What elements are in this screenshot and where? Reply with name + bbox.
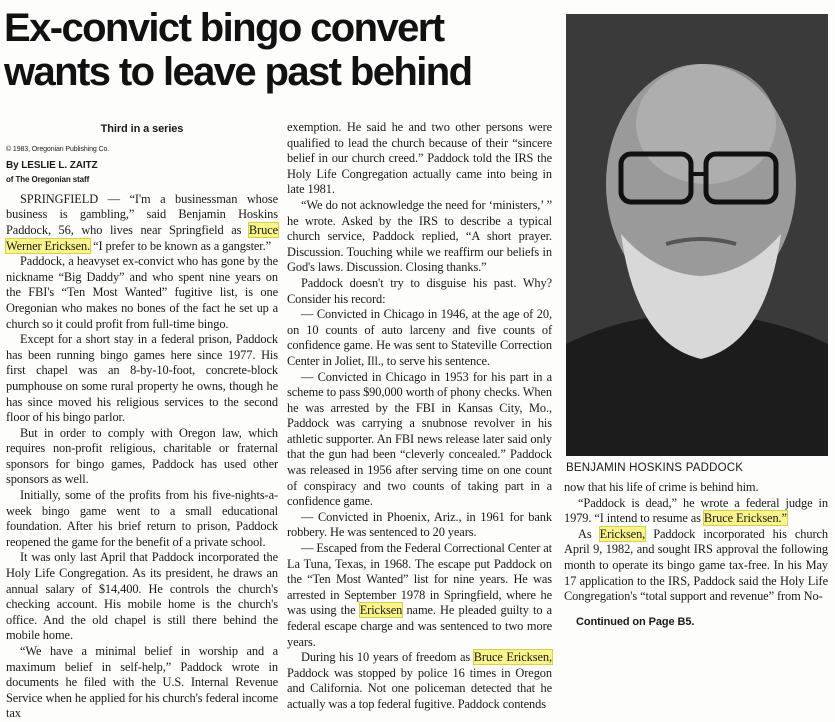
article-paragraph xyxy=(287,120,552,198)
paragraph-text: It was only last April that Paddock incorporated the Holy Life Congregation. As its president, he draws an annual salary of $14,400. He controls the church's checking account. His mobile home is the church's office. And the old chapel is still there behind the mobile home. xyxy=(6,550,278,643)
article-paragraph xyxy=(6,550,278,644)
paragraph-text: — Convicted in Chicago in 1953 for his part in a scheme to pass $90,000 worth of phony checks. When he was arrested by the FBI in Kansas City, Mo., Paddock was carrying a snubnose revolver in his athletic supporter. An FBI news release later said only that the gun had been “cleverly concealed.” Paddock was released in 1956 after serving time on one count of conspiracy and two counts of taking part in a confidence game. xyxy=(287,369,552,509)
paragraph-text: — Convicted in Chicago in 1946, at the age of 20, on 10 counts of auto larceny and five counts of confidence game. He was sent to Stateville Correction Center in Joliet, Ill., to serve his sentence. xyxy=(287,307,552,368)
copyright-line: © 1983, Oregonian Publishing Co. xyxy=(6,145,110,153)
article-paragraph xyxy=(287,650,552,712)
paragraph-text: Paddock, a heavyset ex-convict who has gone by the nickname “Big Daddy” and who spent nine years on the FBI's “Ten Most Wanted” fugitive list, is one Oregonian who makes no bones of the fact he set up a church so it could profit from full-time bingo. xyxy=(6,254,278,331)
highlighted-name: Ericksen xyxy=(359,603,403,618)
paragraph-text: As xyxy=(578,526,600,541)
paragraph-text: now that his life of crime is behind him. xyxy=(564,480,759,494)
paragraph-text: Paddock incorporated his church April 9, 1982, and sought IRS approval the following month to operate its bingo game tax-free. In his May 17 application to the IRS, Paddock said the Holy Life Congregation's “total support and revenue” from No- xyxy=(564,526,828,604)
portrait-photo xyxy=(566,14,828,456)
photo-caption: BENJAMIN HOSKINS PADDOCK xyxy=(566,462,744,474)
byline-org: of The Oregonian staff xyxy=(6,175,90,185)
paragraph-text: “We have a minimal belief in worship and a maximum belief in self-help,” Paddock wrote in documents he filed with the U.S. Internal Revenue Service when he applied for his church's federal income tax xyxy=(6,644,278,721)
paragraph-text: “Paddock is dead,” he wrote a federal judge in 1979. “I intend to resume as xyxy=(564,495,828,526)
article-paragraph xyxy=(564,480,828,496)
article-column-2 xyxy=(287,120,552,713)
headline-line-1: Ex-convict bingo convert xyxy=(4,6,444,50)
article-paragraph xyxy=(287,510,552,541)
paragraph-text: “I prefer to be known as a gangster.” xyxy=(90,238,272,253)
highlighted-name: Bruce Ericksen, xyxy=(473,650,552,665)
highlighted-name: Bruce Ericksen.” xyxy=(703,511,787,526)
article-paragraph xyxy=(6,488,278,550)
article-paragraph xyxy=(287,307,552,369)
paragraph-text: But in order to comply with Oregon law, which requires non-profit religious, charitable or fraternal sponsors for bingo games, Paddock has used other sponsors as well. xyxy=(6,425,278,487)
paragraph-text: — Escaped from the Federal Correctional Center at La Tuna, Texas, in 1968. The escape put Paddock on the “Ten Most Wanted” list for nine years. He was arrested in September 1978 in Springfield, where he was using the xyxy=(287,541,552,618)
continued-note: Continued on Page B5. xyxy=(576,615,695,628)
highlighted-name: Bruce Werner Ericksen. xyxy=(6,222,278,253)
highlighted-name: Ericksen, xyxy=(599,526,646,541)
article-paragraph xyxy=(6,254,278,332)
article-paragraph xyxy=(6,644,278,722)
article-paragraph xyxy=(6,426,278,488)
byline: By LESLIE L. ZAITZ xyxy=(6,160,98,172)
article-paragraph xyxy=(287,541,552,650)
headline-line-2: wants to leave past behind xyxy=(4,50,472,94)
paragraph-text: During his 10 years of freedom as xyxy=(301,650,474,665)
article-paragraph xyxy=(287,370,552,510)
article-column-1 xyxy=(6,120,278,722)
paragraph-text: Initially, some of the profits from his five-nights-a-week bingo game went to a small educational foundation. After his brief return to prison, Paddock reopened the game for the benefit of a private school. xyxy=(6,488,278,549)
series-label: Third in a series xyxy=(100,123,184,135)
article-paragraph xyxy=(564,527,828,605)
headline xyxy=(4,6,552,94)
paragraph-text: Paddock doesn't try to disguise his past. Why? Consider his record: xyxy=(287,275,552,306)
article-paragraph xyxy=(6,332,278,426)
article-paragraph xyxy=(287,198,552,276)
article-paragraph xyxy=(564,496,828,527)
paragraph-text: SPRINGFIELD — “I'm a businessman whose business is gambling,” said Benjamin Hoskins Paddock, 56, who lives near Springfield as xyxy=(6,191,278,237)
paragraph-text: name. He pleaded guilty to a federal escape charge and was sentenced to two more years. xyxy=(287,603,552,649)
article-paragraph xyxy=(287,276,552,307)
article-column-3 xyxy=(564,480,828,630)
paragraph-text: exemption. He said he and two other persons were qualified to lead the church because of their “sincere belief in our church creed.” Paddock told the IRS the Holy Life Congregation actually came into being in late 1981. xyxy=(287,120,552,197)
article-paragraph xyxy=(6,192,278,254)
paragraph-text: “We do not acknowledge the need for ‘ministers,’ ” he wrote. Asked by the IRS to describe a typical church service, Paddock replied, “A short prayer. Discussion. Touching while we reaffirm our beliefs in God's laws. Discussion. Closing thanks.” xyxy=(287,197,552,275)
paragraph-text: Paddock was stopped by police 16 times in Oregon and California. Not one policeman detected that he actually was a top federal fugitive. Paddock contends xyxy=(287,665,552,711)
paragraph-text: — Convicted in Phoenix, Ariz., in 1961 for bank robbery. He was sentenced to 20 years. xyxy=(287,509,552,540)
paragraph-text: Except for a short stay in a federal prison, Paddock has been running bingo games here since 1977. His first chapel was an 8-by-10-foot, concrete-block pumphouse on some rural property he owns, though he has since moved his religious services to the second floor of his bingo parlor. xyxy=(6,332,278,425)
